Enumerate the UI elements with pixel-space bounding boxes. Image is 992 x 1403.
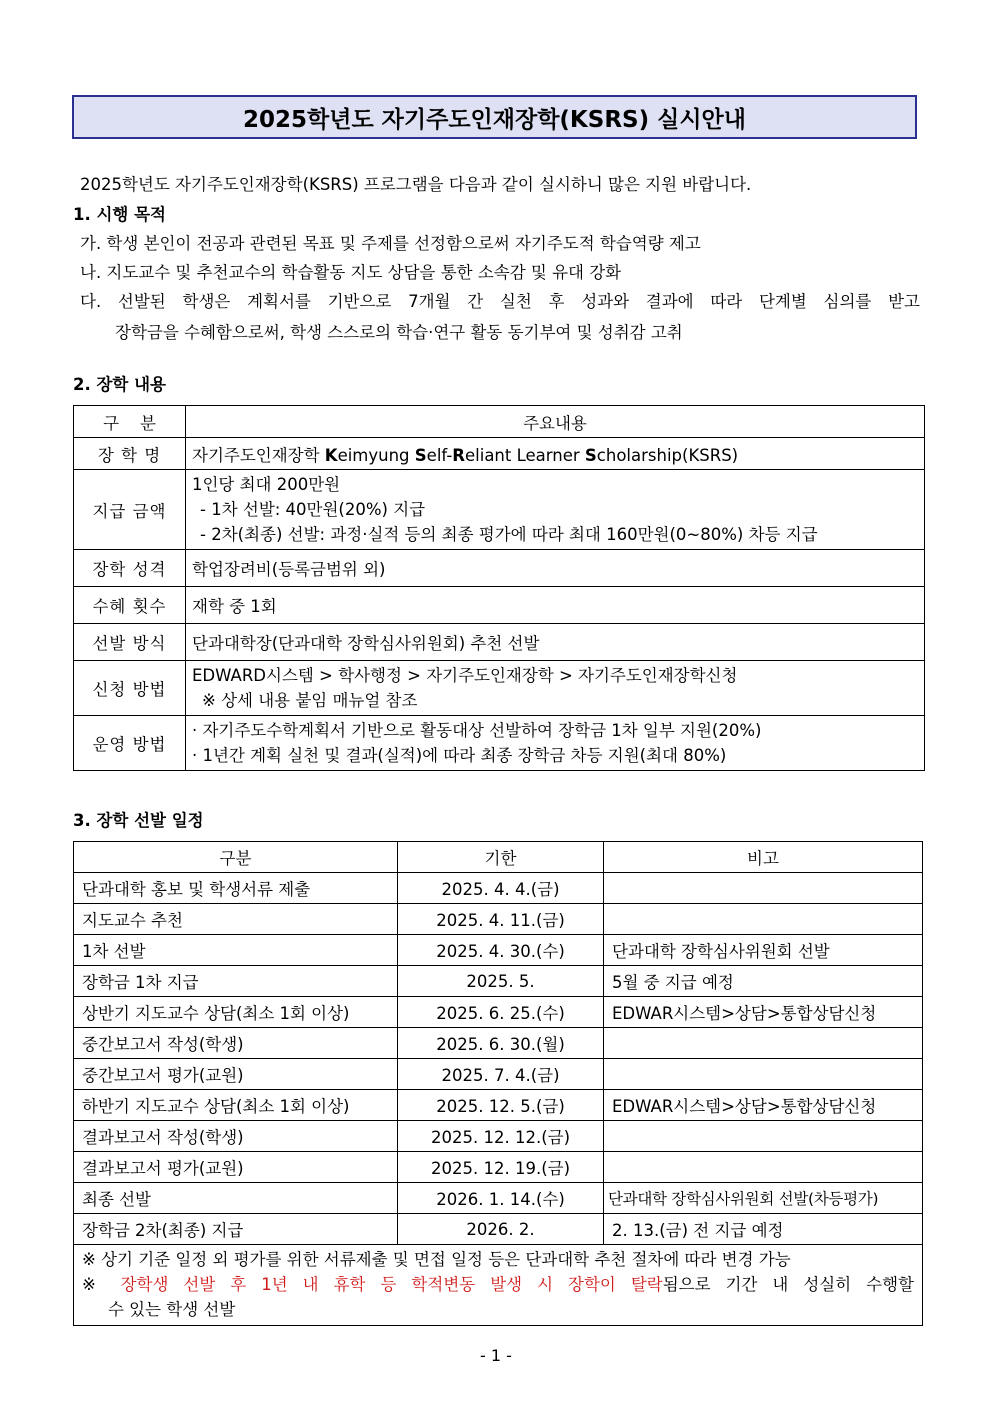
purpose-item-c: 다. 선발된 학생은 계획서를 기반으로 7개월 간 실천 후 성과와 결과에 따라 단계별 심의를 받고 — [80, 292, 920, 311]
schedule-remark — [604, 1028, 923, 1059]
section1-heading: 1. 시행 목적 — [73, 205, 166, 224]
schedule-row — [74, 966, 923, 997]
header-item: 구분 — [74, 842, 398, 873]
note-warning-continued: 수 있는 학생 선발 — [108, 1300, 236, 1319]
schedule-remark: EDWAR시스템>상담>통합상담신청 — [604, 997, 923, 1028]
intro-text: 2025학년도 자기주도인재장학(KSRS) 프로그램을 다음과 같이 실시하니 많은 지원 바랍니다. — [80, 175, 752, 194]
schedule-item: 장학금 2차(최종) 지급 — [74, 1214, 398, 1245]
section2-heading: 2. 장학 내용 — [73, 375, 166, 394]
row-label: 수혜 횟수 — [74, 587, 186, 624]
schedule-deadline: 2026. 2. — [398, 1214, 604, 1245]
schedule-deadline: 2025. 4. 30.(수) — [398, 935, 604, 966]
schedule-remark: 2. 13.(금) 전 지급 예정 — [604, 1214, 923, 1245]
selection-method: 단과대학장(단과대학 장학심사위원회) 추천 선발 — [186, 624, 925, 661]
row-label: 장 학 명 — [74, 438, 186, 470]
schedule-item: 지도교수 추천 — [74, 904, 398, 935]
purpose-item-a: 가. 학생 본인이 전공과 관련된 목표 및 주제를 선정함으로써 자기주도적 학습역량 제고 — [80, 234, 701, 253]
table-header-row — [74, 406, 925, 438]
note-warning: ※ 장학생 선발 후 1년 내 휴학 등 학적변동 발생 시 장학이 탈락됨으로 기간 내 성실히 수행할 — [82, 1275, 914, 1294]
scholarship-nature: 학업장려비(등록금범위 외) — [186, 550, 925, 587]
row-label: 장학 성격 — [74, 550, 186, 587]
table-row — [74, 716, 925, 771]
scholarship-content-table — [73, 405, 925, 771]
schedule-deadline: 2025. 12. 19.(금) — [398, 1152, 604, 1183]
schedule-item: 1차 선발 — [74, 935, 398, 966]
schedule-remark: 단과대학 장학심사위원회 선발 — [604, 935, 923, 966]
operation-method: · 자기주도수학계획서 기반으로 활동대상 선발하여 장학금 1차 일부 지원(20%) · 1년간 계획 실천 및 결과(실적)에 따라 최종 장학금 차등 지원(최대 80%) — [186, 716, 925, 771]
table-row — [74, 550, 925, 587]
schedule-row — [74, 935, 923, 966]
schedule-deadline: 2025. 4. 11.(금) — [398, 904, 604, 935]
header-category: 구 분 — [74, 406, 186, 438]
schedule-row — [74, 904, 923, 935]
schedule-row — [74, 873, 923, 904]
schedule-deadline: 2025. 12. 12.(금) — [398, 1121, 604, 1152]
schedule-row — [74, 997, 923, 1028]
table-row — [74, 624, 925, 661]
header-deadline: 기한 — [398, 842, 604, 873]
payment-amount: 1인당 최대 200만원 - 1차 선발: 40만원(20%) 지급 - 2차(최종) 선발: 과정·실적 등의 최종 평가에 따라 최대 160만원(0~80%) 차등 지급 — [186, 470, 925, 550]
schedule-item: 중간보고서 평가(교원) — [74, 1059, 398, 1090]
table-row — [74, 661, 925, 716]
schedule-row — [74, 1152, 923, 1183]
schedule-item: 최종 선발 — [74, 1183, 398, 1214]
row-label: 선발 방식 — [74, 624, 186, 661]
table-row — [74, 587, 925, 624]
schedule-deadline: 2025. 7. 4.(금) — [398, 1059, 604, 1090]
header-remarks: 비고 — [604, 842, 923, 873]
schedule-remark — [604, 1121, 923, 1152]
schedule-item: 결과보고서 평가(교원) — [74, 1152, 398, 1183]
schedule-remark: 5월 중 지급 예정 — [604, 966, 923, 997]
schedule-row — [74, 1214, 923, 1245]
schedule-item: 하반기 지도교수 상담(최소 1회 이상) — [74, 1090, 398, 1121]
section3-heading: 3. 장학 선발 일정 — [73, 811, 204, 830]
schedule-remark — [604, 873, 923, 904]
schedule-deadline: 2025. 12. 5.(금) — [398, 1090, 604, 1121]
note-schedule-change: ※ 상기 기준 일정 외 평가를 위한 서류제출 및 면접 일정 등은 단과대학 추천 절차에 따라 변경 가능 — [82, 1250, 791, 1269]
schedule-notes-row — [74, 1245, 923, 1326]
purpose-item-b: 나. 지도교수 및 추천교수의 학습활동 지도 상담을 통한 소속감 및 유대 강화 — [80, 263, 622, 282]
schedule-item: 상반기 지도교수 상담(최소 1회 이상) — [74, 997, 398, 1028]
warning-text: 장학생 선발 후 1년 내 휴학 등 학적변동 발생 시 장학이 탈락 — [120, 1275, 663, 1294]
application-method: EDWARD시스템 > 학사행정 > 자기주도인재장학 > 자기주도인재장학신청 ※ 상세 내용 붙임 매뉴얼 참조 — [186, 661, 925, 716]
schedule-deadline: 2025. 6. 25.(수) — [398, 997, 604, 1028]
scholarship-name: 자기주도인재장학 Keimyung Self-Reliant Learner Scholarship(KSRS) — [186, 438, 925, 470]
schedule-remark: 단과대학 장학심사위원회 선발(차등평가) — [604, 1183, 923, 1214]
benefit-count: 재학 중 1회 — [186, 587, 925, 624]
schedule-item: 결과보고서 작성(학생) — [74, 1121, 398, 1152]
row-label: 지급 금액 — [74, 470, 186, 550]
schedule-row — [74, 1183, 923, 1214]
page-number: - 1 - — [480, 1346, 512, 1365]
row-label: 운영 방법 — [74, 716, 186, 771]
schedule-item: 장학금 1차 지급 — [74, 966, 398, 997]
schedule-remark — [604, 1059, 923, 1090]
header-main-content: 주요내용 — [186, 406, 925, 438]
schedule-item: 단과대학 홍보 및 학생서류 제출 — [74, 873, 398, 904]
schedule-deadline: 2025. 4. 4.(금) — [398, 873, 604, 904]
table-row — [74, 470, 925, 550]
schedule-deadline: 2025. 5. — [398, 966, 604, 997]
schedule-table — [73, 841, 923, 1326]
schedule-remark: EDWAR시스템>상담>통합상담신청 — [604, 1090, 923, 1121]
schedule-row — [74, 1059, 923, 1090]
schedule-deadline: 2025. 6. 30.(월) — [398, 1028, 604, 1059]
table-row — [74, 438, 925, 470]
schedule-deadline: 2026. 1. 14.(수) — [398, 1183, 604, 1214]
row-label: 신청 방법 — [74, 661, 186, 716]
schedule-row — [74, 1121, 923, 1152]
page-title: 2025학년도 자기주도인재장학(KSRS) 실시안내 — [72, 95, 917, 139]
schedule-row — [74, 1090, 923, 1121]
schedule-item: 중간보고서 작성(학생) — [74, 1028, 398, 1059]
schedule-remark — [604, 904, 923, 935]
schedule-row — [74, 1028, 923, 1059]
purpose-item-c-continued: 장학금을 수혜함으로써, 학생 스스로의 학습·연구 활동 동기부여 및 성취감 고취 — [115, 323, 683, 342]
schedule-notes — [74, 1245, 923, 1326]
table-header-row — [74, 842, 923, 873]
schedule-remark — [604, 1152, 923, 1183]
